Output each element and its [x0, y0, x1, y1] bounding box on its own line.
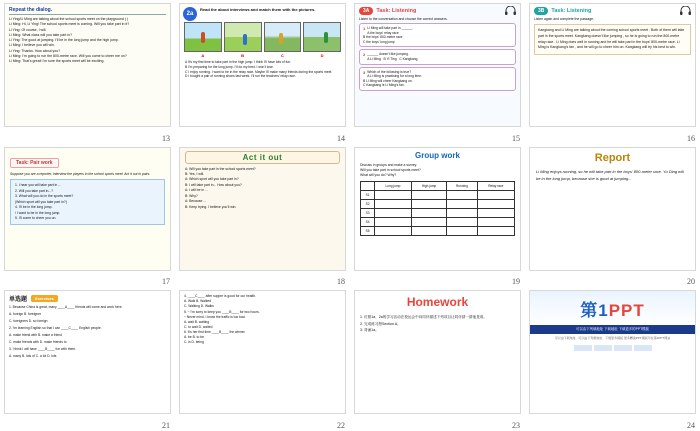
exercise-item-1: 1. Because China is great, many ____A____ friends will come and work here. [9, 305, 123, 310]
slide-number-18: 18 [337, 277, 345, 287]
col-blank [361, 181, 375, 190]
cell[interactable] [411, 190, 447, 199]
slide-cell-18[interactable] [175, 144, 350, 288]
exercise-item-5-reply: ~ Never mind. I know the traffic is too bad. [184, 314, 246, 319]
slide-16[interactable] [529, 3, 696, 127]
slide-number-14: 14 [337, 133, 345, 143]
prompt-3-alt: (Which sport will you take part in?) [15, 199, 67, 204]
slide-19-question-1: Discuss in groups and make a survey. [360, 162, 418, 167]
cell[interactable] [375, 208, 412, 217]
question-1-text: Li Ming will take part in ______. [367, 26, 414, 30]
exercise-item-2-opt-cd[interactable]: C. make friends with D. make friends to [9, 339, 67, 344]
slide-number-24: 24 [687, 420, 695, 430]
slide-14-picture-row [180, 22, 345, 52]
slide-13-line-2: Li Ying: Of course, I will. [9, 27, 47, 32]
slide-18-title: Act it out [185, 151, 340, 164]
slide-15-badge: 3A [359, 7, 373, 15]
prompt-2: 2. Will you take part in...? [15, 188, 54, 193]
question-1-number: 1 [363, 26, 366, 31]
slide-14-headerbar [180, 4, 345, 22]
slide-17-intro: Suppose you are a reporter, interview the players in the school sports meet. Act it out in pairs. [10, 171, 151, 176]
exercise-item-4-opt-cd[interactable]: C. Walking D. Walks [184, 304, 214, 309]
exercise-item-6: 6. It's her first time ____B____ the winner. [184, 329, 246, 334]
cell[interactable] [447, 226, 477, 235]
cell[interactable] [447, 217, 477, 226]
slide-cell-13[interactable] [0, 0, 175, 144]
cell[interactable] [447, 208, 477, 217]
slide-19-title: Group work [415, 150, 460, 160]
ppt-logo [580, 296, 645, 321]
bar [594, 345, 612, 351]
slide-15[interactable] [354, 3, 521, 127]
slide-19-question-3: What will you do? Why? [360, 172, 397, 177]
exercise-item-3: 3. I think I will have ____B____ fun with them. [9, 346, 77, 351]
exercise-item-3-opts[interactable]: A. many B. lots of C. a lot D. lots [9, 353, 57, 358]
cell[interactable] [411, 208, 447, 217]
slide-24-blue-banner: 可以由下列载地址 下载地址 下载更多的PPT模板 [530, 325, 695, 334]
cell[interactable] [477, 226, 514, 235]
col-running: Running [447, 181, 477, 190]
slide-14-body [180, 59, 345, 80]
dialog-line-1: A: Will you take part in the school sports meet? [185, 166, 256, 171]
slide-cell-20[interactable] [525, 144, 700, 288]
question-2-text: ______ doesn't like jumping. [367, 52, 409, 57]
slide-13-line-8: Li Ming: That's great! I'm sure the sports meet will be exciting. [9, 59, 105, 63]
slide-17-prompt-box [10, 179, 165, 225]
slide-14[interactable] [179, 3, 346, 127]
question-3 [359, 67, 516, 91]
cell[interactable] [375, 226, 412, 235]
slide-24[interactable] [529, 290, 696, 414]
table-row [361, 208, 515, 217]
slide-14-item-b: B I'm preparing for the long jump. I'll do my best. I won't lose. [185, 64, 274, 69]
row-label: S2 [361, 199, 375, 208]
headphones-icon [505, 6, 516, 15]
slide-13-line-1: Li Ming: Hi, Li Ying! The school sports meet is coming. Will you take part in it? [9, 22, 130, 27]
cell[interactable] [411, 226, 447, 235]
question-3-option-c[interactable]: C Kangkang is Li Ming's fan. [363, 83, 405, 88]
cell[interactable] [477, 199, 514, 208]
slide-cell-22[interactable] [175, 287, 350, 431]
exercise-item-6-opt-ab[interactable]: A. be B. to be [184, 335, 204, 340]
picture-b [224, 22, 262, 52]
homework-item-3: 3. 背诵1a。 [360, 328, 379, 333]
slide-13-line-4: Li Ying: The good at jumping. I'll be in the long jump and the high jump. [9, 38, 119, 42]
exercise-item-5-opt-ab[interactable]: A. wait B. waiting [184, 319, 210, 324]
slide-14-header: Read the about interviews and match them with the pictures. [200, 7, 316, 12]
slide-14-badge: 2a [183, 7, 197, 21]
logo-number: 1 [598, 300, 609, 320]
slide-13-line-0: Li Ying/Li Ming are talking about the school sports meet on the playground ( ) [9, 17, 129, 21]
slide-cell-17[interactable] [0, 144, 175, 288]
prompt-4-alt: / I want to be in the long jump. [15, 210, 61, 215]
slide-20[interactable] [529, 147, 696, 271]
question-3-option-a[interactable]: A Li Ming is practising for a long time. [367, 74, 422, 79]
slide-number-21: 21 [162, 420, 170, 430]
slide-17[interactable] [4, 147, 171, 271]
row-label: S3 [361, 208, 375, 217]
slide-16-badge: 3B [534, 7, 548, 15]
row-label: S4 [361, 217, 375, 226]
cell[interactable] [477, 208, 514, 217]
question-3-text: Which of the following is true? [367, 69, 412, 74]
answer-c: C [280, 53, 284, 58]
bar [574, 345, 592, 351]
exercise-item-1-opt-cd[interactable]: C. foreigners D. so foreign [9, 319, 48, 324]
slide-24-thumb-bars [530, 343, 695, 353]
slide-13-line-3: Li Ming: What class will you take part in? [9, 32, 73, 37]
slide-14-answer-row [180, 52, 345, 59]
exercise-item-4: 4. ____C____ after supper is good for our health. [184, 294, 257, 299]
dialog-line-3: A: Which sport will you take part in? [185, 177, 239, 182]
slide-cell-15[interactable] [350, 0, 525, 144]
slide-15-task-label: Task: Listening [376, 8, 417, 14]
question-2-option-c[interactable]: C Kangkang [399, 57, 418, 62]
cell[interactable] [375, 190, 412, 199]
question-1-option-c[interactable]: C the boys' long jump [363, 39, 395, 44]
slide-17-title: Task: Pair work [10, 158, 59, 168]
slide-15-titlebar [359, 7, 516, 15]
slide-13[interactable] [4, 3, 171, 127]
slide-24-grey-text: 可以由下载地址 · 可以由下列载地址 · 下载更多模板 更多精美PPT模板尽在第1PPT网站 [554, 336, 671, 341]
slide-number-20: 20 [687, 277, 695, 287]
prompt-3: 3. What will you do in the sports meet? [15, 194, 74, 199]
row-label: S5 [361, 226, 375, 235]
slide-16-task-label: Task: Listening [551, 8, 592, 14]
slide-cell-19[interactable] [350, 144, 525, 288]
slide-19-question-2: Will you take part in school sports meet? [360, 167, 421, 172]
slide-16-passage: Kangkang and Li Ming are talking about the coming school sports meet . Both of them will take part in the sports meet. Kangkang doesn't like jumping , so he is going to run the 800-metre relay race . Li Ming does well in running and he will take part in the boys' 800-metre race. Li Ming is Kangkang's fan , and he will go to cheer him on. Kangkang will try his best to win. [534, 24, 691, 55]
slide-20-report-text: Li Ming enjoys running, so he will take part in the boys' 800-meter race. Yu Ding will be in the long jump, because she is good at jumping... [536, 168, 684, 181]
col-high-jump: High jump [411, 181, 447, 190]
picture-d [303, 22, 341, 52]
table-row [361, 226, 515, 235]
slide-20-title: Report [594, 151, 631, 164]
answer-a: A [201, 53, 205, 58]
slide-24-logo-area [530, 291, 695, 325]
slide-16-titlebar [534, 7, 691, 15]
exercise-item-6-opt-cd[interactable]: C. is D. being [184, 340, 204, 345]
slide-23-title: Homework [406, 295, 469, 310]
question-2-number: 2 [363, 52, 366, 58]
question-3-option-b[interactable]: B Li Ming will cheer Kangkang on. [363, 78, 413, 83]
cell[interactable] [477, 190, 514, 199]
dialog-line-2: B: Yes, I will. [185, 172, 205, 177]
question-1-option-a[interactable]: A the boys' relay race [367, 30, 399, 35]
dialog-line-6: B: Why? [185, 193, 198, 198]
table-row [361, 199, 515, 208]
slide-13-header: Repeat the dialog. [9, 7, 166, 15]
slide-15-instruction: Listen to the conversation and choose the correct answers. [359, 17, 448, 21]
logo-ppt: PPT [608, 300, 645, 320]
question-3-number: 3 [363, 69, 366, 75]
question-2-option-a[interactable]: A Li Ming [367, 57, 381, 62]
slide-21[interactable] [4, 290, 171, 414]
dialog-line-7: A: Because ... [185, 199, 207, 204]
homework-item-1: 1. 仿照1a、2a的学习活动在校运会中向同伴描述下列项目让同伴猜一猜他是谁。 [360, 315, 487, 320]
exercise-item-5-opt-cd[interactable]: C. to wait D. waited [184, 324, 213, 329]
slide-13-line-6: Li Ying: Thanks. How about you? [9, 48, 61, 53]
slide-number-22: 22 [337, 420, 345, 430]
col-long-jump: Long jump [375, 181, 412, 190]
dialog-line-8: B: Keep trying. I believe you'll win. [185, 204, 237, 209]
slide-number-15: 15 [512, 133, 520, 143]
cell[interactable] [411, 199, 447, 208]
slide-14-item-c: C I enjoy running. I want to be in the relay race. Maybe I'll make many friends during the sports meet. [185, 69, 333, 74]
bar [634, 345, 652, 351]
slide-cell-16[interactable] [525, 0, 700, 144]
slide-cell-14[interactable] [175, 0, 350, 144]
picture-c [264, 22, 302, 52]
cell[interactable] [411, 217, 447, 226]
table-row [361, 190, 515, 199]
slide-number-19: 19 [512, 277, 520, 287]
answer-d: D [320, 53, 324, 58]
slide-number-23: 23 [512, 420, 520, 430]
question-1-option-b[interactable]: B the boys' 800-metre race [363, 35, 403, 40]
cell[interactable] [375, 199, 412, 208]
prompt-5: 5. I'll come to cheer you on. [15, 215, 57, 220]
cell[interactable] [447, 199, 477, 208]
prompt-4: 4. I'll be in the long jump. [15, 205, 53, 210]
slide-23[interactable] [354, 290, 521, 414]
row-label: S1 [361, 190, 375, 199]
survey-table [360, 181, 515, 236]
question-2-options[interactable] [363, 57, 512, 62]
slide-14-item-d: D I bought a pair of running shoes last week. I'll run the teachers' relay race. [185, 74, 296, 79]
cell[interactable] [477, 217, 514, 226]
slide-22[interactable] [179, 290, 346, 414]
picture-a [184, 22, 222, 52]
slide-19[interactable] [354, 147, 521, 271]
table-row [361, 217, 515, 226]
exercise-item-2: 2. I'm learning English so that I can ____C____ English people. [9, 326, 102, 330]
slide-18-dialog [185, 167, 340, 211]
slide-cell-24[interactable] [525, 287, 700, 431]
slide-number-17: 17 [162, 277, 170, 287]
cell[interactable] [447, 190, 477, 199]
exercise-item-1-opt-ab[interactable]: A. foreign B. foreigner [9, 312, 42, 317]
homework-item-2: 2. 完成练习册Section A。 [360, 321, 401, 326]
slide-cell-21[interactable] [0, 287, 175, 431]
dialog-line-4: B: I will take part in... How about you? [185, 182, 242, 187]
slide-13-line-7: Li Ming: I'm going to run the 800-metre race. Will you come to cheer me on? [9, 53, 127, 58]
question-2-option-b[interactable]: B Yi Ting [383, 57, 397, 62]
slide-21-header [9, 294, 166, 303]
slide-13-line-5: Li Ming: I believe you will win. [9, 43, 55, 48]
dialog-line-5: A: I will be in ... [185, 188, 208, 193]
exercise-item-5: 5. ~ I'm sorry to keep you ____B____ for two hours. [184, 309, 260, 314]
exercise-item-2-opt-ab[interactable]: A. make friend with B. make a friend [9, 332, 62, 337]
slide-14-item-a: A It's my first time to take part in the high jump. I think I'll have lots of fun. [185, 60, 292, 64]
exercise-item-4-opt-ab[interactable]: A. Walk B. Walked [184, 299, 212, 304]
cell[interactable] [375, 217, 412, 226]
bar [614, 345, 632, 351]
question-2 [359, 49, 516, 64]
table-header-row [361, 181, 515, 190]
slide-16-instruction: Listen again and complete the passage. [534, 17, 594, 21]
slide-cell-23[interactable] [350, 287, 525, 431]
answer-b: B [241, 53, 245, 58]
slide-18[interactable] [179, 147, 346, 271]
slide-21-cn-title: 单选题 [9, 297, 28, 304]
logo-cn: 第 [580, 300, 599, 320]
slide-number-13: 13 [162, 133, 170, 143]
prompt-1: 1. I hear you will take part in ... [15, 183, 61, 188]
question-1 [359, 23, 516, 47]
headphones-icon [680, 6, 691, 15]
slide-21-badge: Exercises [31, 295, 58, 302]
slide-number-16: 16 [687, 133, 695, 143]
col-relay-race: Relay race [477, 181, 514, 190]
